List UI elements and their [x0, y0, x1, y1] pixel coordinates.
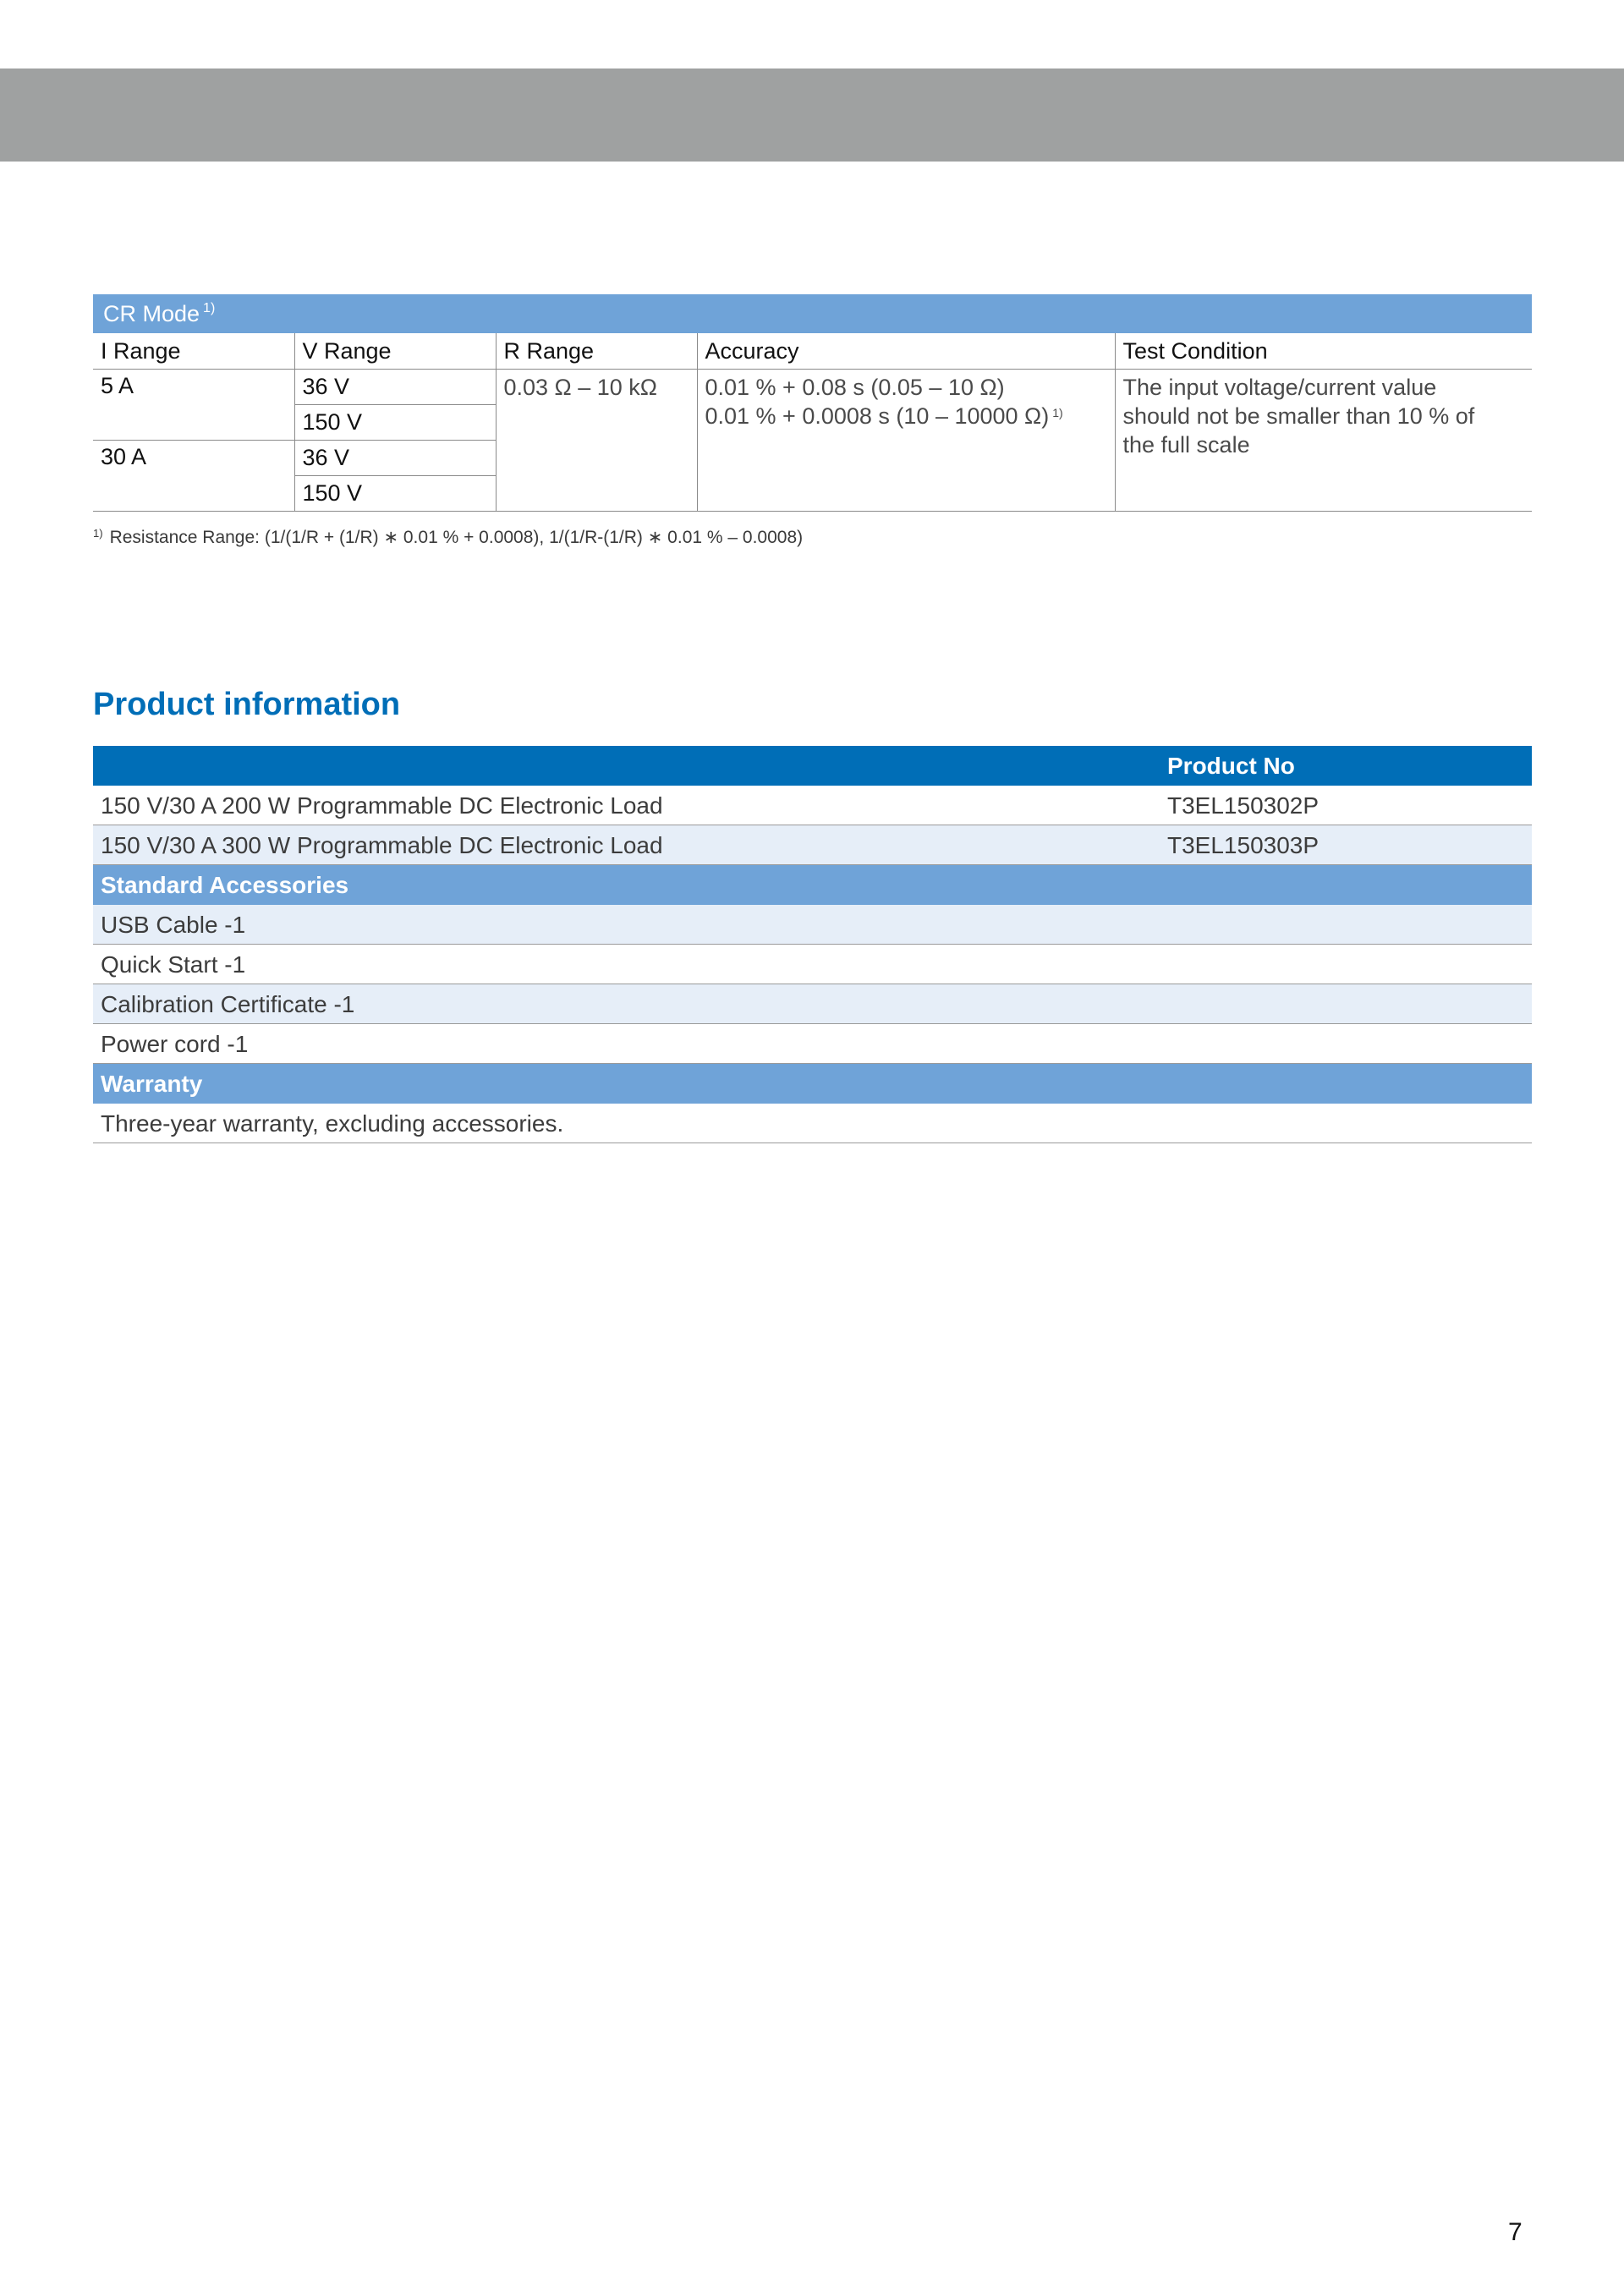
cr-mode-title: CR Mode: [103, 301, 200, 326]
i-range-cell: 30 A: [93, 441, 294, 512]
product-information-title: Product information: [93, 687, 401, 722]
top-gray-band: [0, 68, 1624, 162]
product-number: T3EL150303P: [1167, 832, 1320, 858]
product-name: 150 V/30 A 300 W Programmable DC Electronic Load: [101, 832, 663, 858]
product-row: [93, 825, 1532, 865]
v-range-cell: 150 V: [294, 405, 496, 441]
accuracy-line-1: 0.01 % + 0.08 s (0.05 – 10 Ω): [705, 375, 1005, 400]
cr-mode-column-headers: [93, 333, 1532, 370]
column-header-v-range: V Range: [294, 333, 496, 370]
footnote-marker: 1): [93, 527, 103, 540]
cr-mode-title-footnote-marker: 1): [203, 301, 216, 315]
column-header-i-range: I Range: [93, 333, 294, 370]
cr-mode-header: [93, 294, 1532, 333]
product-no-header: Product No: [1167, 753, 1295, 779]
r-range-cell: 0.03 Ω – 10 kΩ: [496, 370, 697, 512]
standard-accessories-header: Standard Accessories: [93, 865, 1532, 905]
column-header-accuracy: Accuracy: [697, 333, 1115, 370]
cr-mode-table: [93, 333, 1532, 512]
warranty-text: Three-year warranty, excluding accessories.: [93, 1104, 1532, 1143]
accuracy-line-2: [705, 402, 1115, 430]
accessory-item: USB Cable -1: [93, 905, 1532, 945]
test-condition-cell: The input voltage/current value should not be smaller than 10 % of the full scale: [1115, 370, 1532, 512]
product-row: [93, 786, 1532, 825]
column-header-test-condition: Test Condition: [1115, 333, 1532, 370]
i-range-cell: 5 A: [93, 370, 294, 441]
product-information-table: [93, 746, 1532, 1143]
product-number: T3EL150302P: [1167, 792, 1320, 819]
accessory-item: Calibration Certificate -1: [93, 984, 1532, 1024]
product-table-header: [93, 746, 1532, 786]
accessory-item: Power cord -1: [93, 1024, 1532, 1064]
v-range-cell: 150 V: [294, 476, 496, 512]
product-name: 150 V/30 A 200 W Programmable DC Electronic Load: [101, 792, 663, 819]
accuracy-cell: [697, 370, 1115, 512]
accuracy-footnote-marker: 1): [1052, 406, 1063, 419]
accessory-item: Quick Start -1: [93, 945, 1532, 984]
column-header-r-range: R Range: [496, 333, 697, 370]
footnote-text: Resistance Range: (1/(1/R + (1/R) ∗ 0.01 % + 0.0008), 1/(1/R-(1/R) ∗ 0.01 % – 0.0008): [109, 528, 804, 547]
accuracy-line-2-text: 0.01 % + 0.0008 s (10 – 10000 Ω): [705, 403, 1050, 429]
cr-mode-section: [93, 294, 1532, 512]
page-number: 7: [1508, 2218, 1522, 2246]
warranty-header: Warranty: [93, 1064, 1532, 1104]
resistance-range-footnote: [93, 527, 803, 548]
table-row: [93, 370, 1532, 405]
v-range-cell: 36 V: [294, 441, 496, 476]
v-range-cell: 36 V: [294, 370, 496, 405]
